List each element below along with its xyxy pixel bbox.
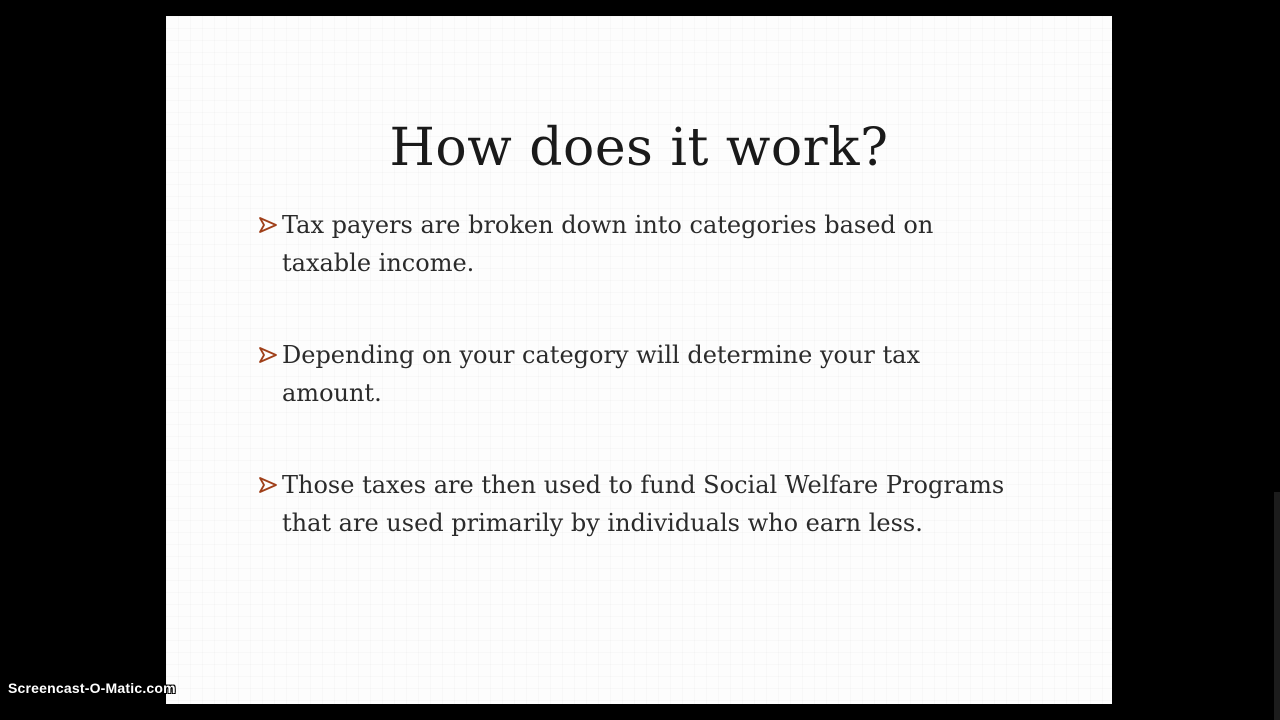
bullet-text: Those taxes are then used to fund Social Welfare Programs that are used primarily by individuals who earn less. [282,471,1005,537]
slide-title: How does it work? [389,118,889,178]
bullet-item [258,466,1018,542]
bullet-item [258,336,1018,412]
bullet-item [258,206,1018,282]
scrollbar-edge[interactable] [1274,492,1280,720]
arrow-right-icon [258,206,282,244]
screencast-watermark: Screencast-O-Matic.com [8,680,176,696]
bullet-text: Depending on your category will determine your tax amount. [282,341,920,407]
arrow-right-icon [258,336,282,374]
bullet-text: Tax payers are broken down into categories based on taxable income. [282,211,934,277]
arrow-right-icon [258,466,282,504]
presentation-slide [166,16,1112,704]
